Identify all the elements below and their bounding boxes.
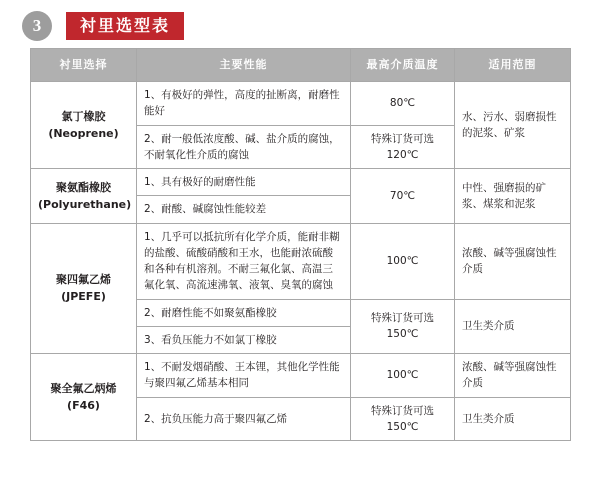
table-row [31,169,571,196]
material-name-en: (Neoprene) [48,127,119,141]
column-header-material: 衬里选择 [31,49,137,82]
table-row [31,223,571,299]
table-row [31,82,571,126]
cell-material-f46 [31,354,137,441]
material-name-cn: 聚全氟乙炳烯 [50,382,117,396]
cell-temperature: 特殊订货可选150℃ [351,299,455,354]
cell-application-range: 水、污水、弱磨损性的泥浆、矿浆 [455,82,571,169]
cell-application-range: 卫生类介质 [455,397,571,441]
table-header-row [31,49,571,82]
lining-selection-table-wrapper [30,48,570,441]
material-name-en: (Polyurethane) [38,197,132,211]
material-name-en: (JPEFE) [61,290,106,304]
cell-temperature: 特殊订货可选120℃ [351,125,455,169]
material-name-cn: 聚氨酯橡胶 [56,180,111,194]
section-header [22,10,184,42]
cell-performance: 1、具有极好的耐磨性能 [137,169,351,196]
table-row [31,354,571,398]
cell-application-range: 卫生类介质 [455,299,571,354]
cell-performance: 2、耐磨性能不如聚氨酯橡胶 [137,299,351,326]
cell-performance: 3、看负压能力不如氯丁橡胶 [137,326,351,353]
cell-application-range: 中性、强磨损的矿浆、煤浆和泥浆 [455,169,571,224]
lining-selection-table [30,48,571,441]
cell-temperature: 特殊订货可选150℃ [351,397,455,441]
material-name-cn: 氯丁橡胶 [61,109,106,123]
material-name-cn: 聚四氟乙烯 [56,273,111,287]
cell-temperature: 100℃ [351,354,455,398]
material-name-en: (F46) [67,399,100,413]
cell-application-range: 浓酸、碱等强腐蚀性介质 [455,223,571,299]
cell-performance: 2、抗负压能力高于聚四氟乙烯 [137,397,351,441]
column-header-performance: 主要性能 [137,49,351,82]
cell-temperature: 70℃ [351,169,455,224]
cell-temperature: 80℃ [351,82,455,126]
section-number-badge: 3 [22,11,52,41]
cell-performance: 2、耐酸、碱腐蚀性能较差 [137,196,351,223]
table-header [31,49,571,82]
table-body [31,82,571,441]
cell-temperature: 100℃ [351,223,455,299]
column-header-max-temperature: 最高介质温度 [351,49,455,82]
cell-performance: 1、不耐发烟硝酸、王本锂，其他化学性能与聚四氟乙烯基本相同 [137,354,351,398]
cell-application-range: 浓酸、碱等强腐蚀性介质 [455,354,571,398]
cell-material-neoprene [31,82,137,169]
cell-material-polyurethane [31,169,137,224]
cell-material-ptfe [31,223,137,354]
cell-performance: 2、耐一般低浓度酸、碱、盐介质的腐蚀，不耐氧化性介质的腐蚀 [137,125,351,169]
cell-performance: 1、有极好的弹性，高度的扯断离，耐磨性能好 [137,82,351,126]
column-header-application-range: 适用范围 [455,49,571,82]
cell-performance: 1、几乎可以抵抗所有化学介质，能耐非糊的盐酸、硫酸硝酸和王水，也能耐浓硫酸和各种有机溶剂。不耐三氟化氯、高温三氟化氧、高流速沸氧、液氧、臭氧的腐蚀 [137,223,351,299]
page-title: 衬里选型表 [66,12,184,41]
